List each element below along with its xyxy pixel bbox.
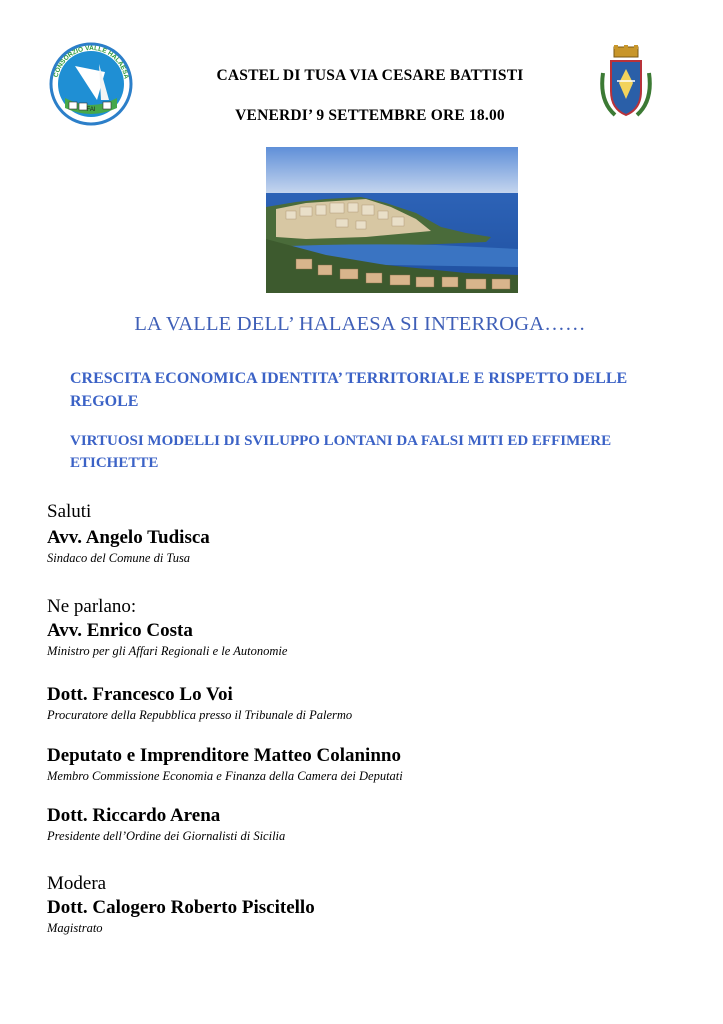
coastal-photo: [266, 147, 518, 293]
speaker-name: Avv. Angelo Tudisca: [47, 527, 210, 548]
speaker-name: Dott. Riccardo Arena: [47, 805, 221, 826]
svg-text:CONSORZIO VALLE HALAESA: CONSORZIO VALLE HALAESA: [52, 44, 130, 80]
municipal-crest: [595, 43, 657, 125]
section-label-ne-parlano: Ne parlano:: [47, 596, 137, 617]
speaker-name: Deputato e Imprenditore Matteo Colaninno: [47, 745, 401, 766]
speaker-role: Magistrato: [47, 921, 103, 935]
section-label-saluti: Saluti: [47, 501, 92, 522]
speaker-name: Avv. Enrico Costa: [47, 620, 193, 641]
speaker-role: Ministro per gli Affari Regionali e le Autonomie: [47, 644, 288, 658]
speaker-role: Procuratore della Repubblica presso il Tribunale di Palermo: [47, 708, 353, 722]
municipal-crest-icon: [595, 43, 657, 125]
date-line: VENERDI’ 9 SETTEMBRE ORE 18.00: [235, 107, 505, 124]
coastline-image: [266, 147, 518, 293]
event-title: LA VALLE DELL’ HALAESA SI INTERROGA……: [134, 313, 586, 335]
consortium-logo: [45, 42, 137, 126]
svg-text:FAI: FAI: [86, 107, 96, 113]
venue-line: CASTEL DI TUSA VIA CESARE BATTISTI: [216, 67, 524, 84]
section-label-modera: Modera: [47, 873, 107, 894]
subtitle-theme: CRESCITA ECONOMICA IDENTITA’ TERRITORIALE E RISPETTO DELLE REGOLE: [70, 370, 628, 410]
speaker-role: Membro Commissione Economia e Finanza della Camera dei Deputati: [47, 769, 403, 783]
speaker-role: Sindaco del Comune di Tusa: [47, 551, 191, 565]
speaker-name: Dott. Calogero Roberto Piscitello: [47, 897, 315, 918]
subtitle-models: VIRTUOSI MODELLI DI SVILUPPO LONTANI DA FALSI MITI ED EFFIMERE ETICHETTE: [70, 433, 612, 471]
speaker-name: Dott. Francesco Lo Voi: [47, 684, 233, 705]
sail-logo-icon: [45, 42, 137, 126]
speaker-role: Presidente dell’Ordine dei Giornalisti di Sicilia: [47, 829, 286, 843]
